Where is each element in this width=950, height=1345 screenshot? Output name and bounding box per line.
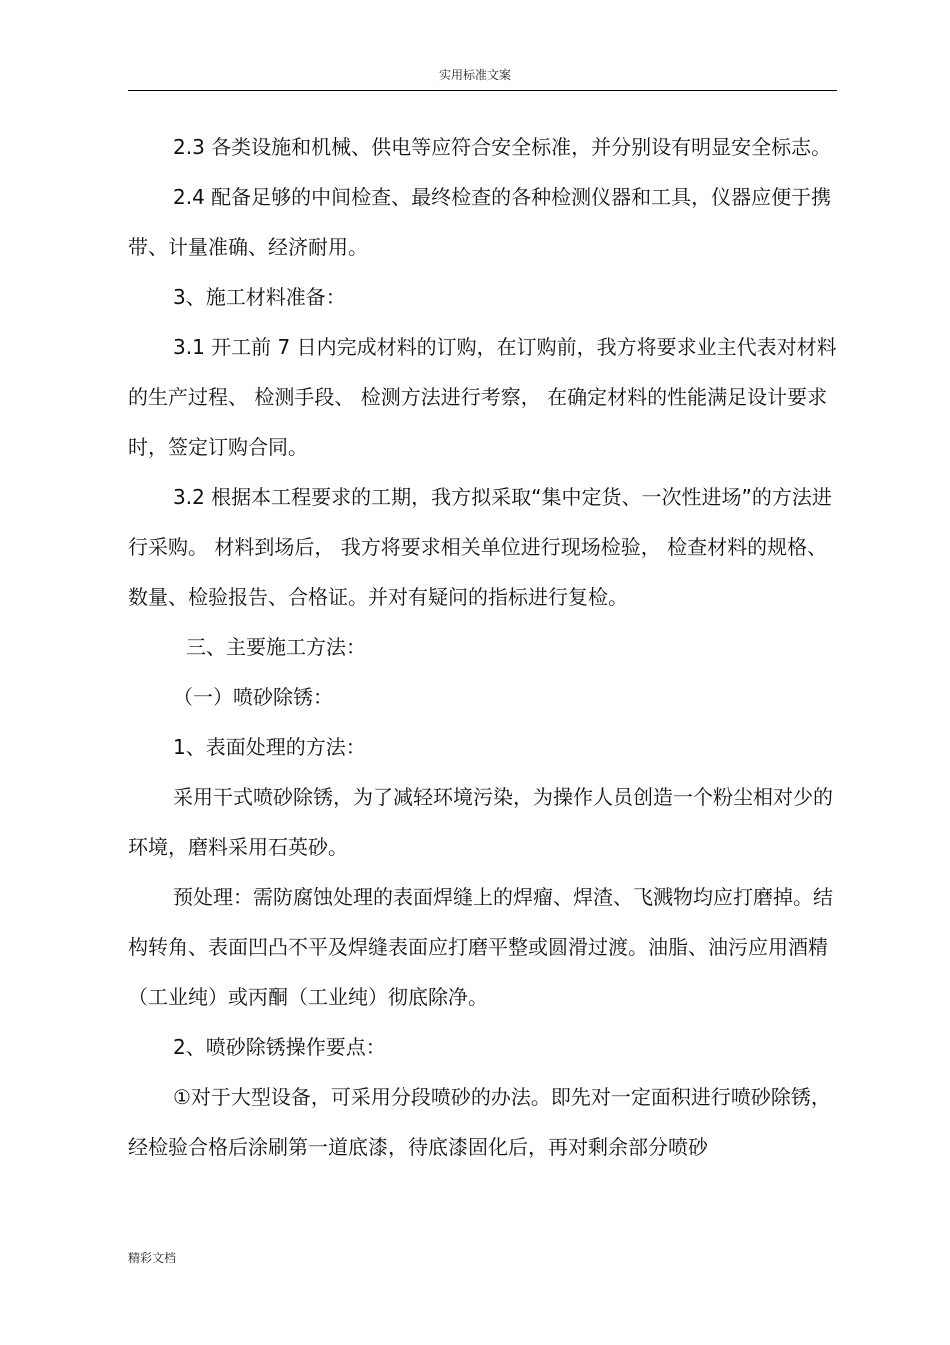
paragraph-2-4: 2.4 配备足够的中间检查、最终检查的各种检测仪器和工具，仪器应便于携带、计量准确、经济耐用。 [128, 185, 832, 259]
section-heading-operation-points: 2、喷砂除锈操作要点： [173, 1035, 386, 1059]
document-body [128, 122, 837, 1172]
paragraph-3-2: 3.2 根据本工程要求的工期，我方拟采取“集中定货、一次性进场”的方法进行采购。 材料到场后， 我方将要求相关单位进行现场检验， 检查材料的规格、数量、检验报告、合格证。并对有疑问的指标进行复检。 [128, 485, 832, 609]
header-divider [128, 90, 837, 91]
paragraph-3-1: 3.1 开工前 7 日内完成材料的订购，在订购前，我方将要求业主代表对材料的生产过程、 检测手段、 检测方法进行考察， 在确定材料的性能满足设计要求时，签定订购合同。 [128, 335, 837, 459]
paragraph-2-3: 2.3 各类设施和机械、供电等应符合安全标准，并分别设有明显安全标志。 [173, 135, 832, 159]
paragraph-large-equipment: ①对于大型设备，可采用分段喷砂的办法。即先对一定面积进行喷砂除锈，经检验合格后涂刷第一道底漆，待底漆固化后，再对剩余部分喷砂 [128, 1085, 831, 1159]
section-heading-surface-treatment: 1、表面处理的方法： [173, 735, 366, 759]
page-header: 实用标准文案 [438, 68, 511, 82]
page-footer: 精彩文档 [128, 1251, 177, 1265]
section-heading-main-methods: 三、主要施工方法： [186, 635, 366, 659]
section-heading-3: 3、施工材料准备： [173, 285, 346, 309]
subsection-heading-sandblasting: （一）喷砂除锈： [173, 685, 333, 709]
paragraph-dry-sandblasting: 采用干式喷砂除锈，为了减轻环境污染，为操作人员创造一个粉尘相对少的环境，磨料采用石英砂。 [128, 785, 833, 859]
paragraph-pretreatment: 预处理：需防腐蚀处理的表面焊缝上的焊瘤、焊渣、飞溅物均应打磨掉。结构转角、表面凹凸不平及焊缝表面应打磨平整或圆滑过渡。油脂、油污应用酒精（工业纯）或丙酮（工业纯）彻底除净。 [128, 885, 833, 1009]
